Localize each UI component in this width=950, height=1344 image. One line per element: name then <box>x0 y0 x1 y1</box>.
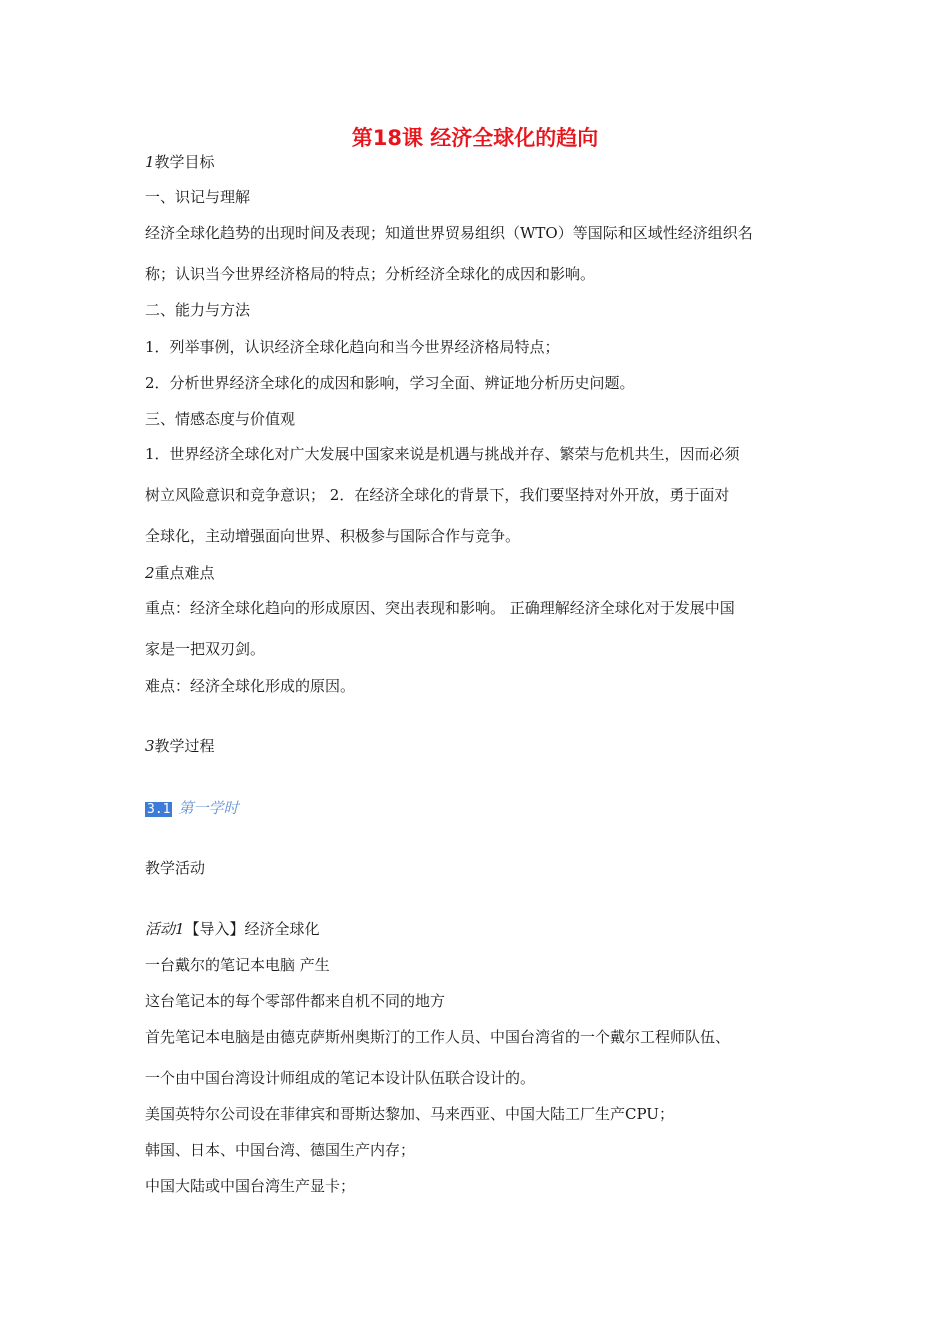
section-label: 教学过程 <box>154 737 215 755</box>
paragraph-line: 一台戴尔的笔记本电脑 产生 <box>145 956 330 974</box>
activity-heading: 教学活动 <box>145 859 206 877</box>
subheading: 一、识记与理解 <box>145 188 251 206</box>
paragraph-line: 这台笔记本的每个零部件都来自机不同的地方 <box>145 992 446 1010</box>
subsection-heading <box>145 798 239 820</box>
paragraph-line: 1．世界经济全球化对广大发展中国家来说是机遇与挑战并存、繁荣与危机共生，因而必须 <box>145 445 740 463</box>
paragraph-line: 1．列举事例，认识经济全球化趋向和当今世界经济格局特点； <box>145 338 560 356</box>
section-heading-objectives <box>145 152 215 172</box>
paragraph-line: 全球化，主动增强面向世界、积极参与国际合作与竞争。 <box>145 527 521 545</box>
subheading: 三、情感态度与价值观 <box>145 410 296 428</box>
section-label: 重点难点 <box>154 564 215 582</box>
subsection-number: 3.1 <box>147 802 171 817</box>
section-heading-process <box>145 736 215 756</box>
paragraph-line: 重点：经济全球化趋向的形成原因、突出表现和影响。 正确理解经济全球化对于发展中国 <box>145 599 735 617</box>
section-number: 3 <box>145 737 155 755</box>
paragraph-line: 韩国、日本、中国台湾、德国生产内存； <box>145 1141 416 1159</box>
paragraph-line: 中国大陆或中国台湾生产显卡； <box>145 1177 356 1195</box>
paragraph-line: 美国英特尔公司设在菲律宾和哥斯达黎加、马来西亚、中国大陆工厂生产CPU； <box>145 1105 674 1123</box>
paragraph-line: 首先笔记本电脑是由德克萨斯州奥斯汀的工作人员、中国台湾省的一个戴尔工程师队伍、 <box>145 1028 731 1046</box>
activity-title: 【导入】经济全球化 <box>184 920 320 938</box>
paragraph-line: 一个由中国台湾设计师组成的笔记本设计队伍联合设计的。 <box>145 1069 536 1087</box>
paragraph-line: 树立风险意识和竞争意识； 2．在经济全球化的背景下，我们要坚持对外开放，勇于面对 <box>145 486 730 504</box>
activity-number: 活动1 <box>145 920 185 938</box>
subheading: 二、能力与方法 <box>145 301 251 319</box>
section-label: 教学目标 <box>154 153 215 171</box>
paragraph-line: 难点：经济全球化形成的原因。 <box>145 677 356 695</box>
subsection-title: 第一学时 <box>178 799 239 817</box>
section-number: 1 <box>145 153 155 171</box>
paragraph-line: 2．分析世界经济全球化的成因和影响，学习全面、辨证地分析历史问题。 <box>145 374 635 392</box>
paragraph-line: 称；认识当今世界经济格局的特点；分析经济全球化的成因和影响。 <box>145 265 596 283</box>
section-number: 2 <box>145 564 155 582</box>
paragraph-line: 经济全球化趋势的出现时间及表现；知道世界贸易组织（WTO）等国际和区域性经济组织名 <box>145 224 753 242</box>
section-heading-keypoints <box>145 563 215 583</box>
page-title: 第18课 经济全球化的趋向 <box>351 126 599 150</box>
activity-label <box>145 919 320 939</box>
paragraph-line: 家是一把双刃剑。 <box>145 640 266 658</box>
